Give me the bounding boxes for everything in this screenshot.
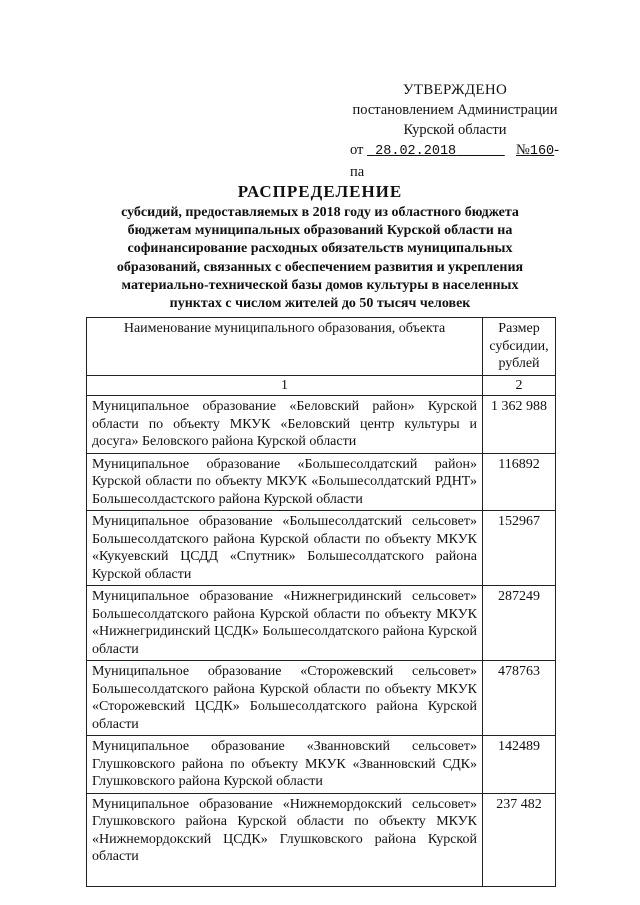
table-row xyxy=(87,453,556,511)
row-name-cell: Муниципальное образование «Нижнемордокский сельсовет» Глушковского района Курской области по объекту МКУК «Нижнемордокский ЦСДК» Глушковского района Курской области xyxy=(87,793,483,886)
row-name-cell: Муниципальное образование «Беловский район» Курской области по объекту МКУК «Беловский центр культуры и досуга» Беловского района Курской области xyxy=(87,396,483,454)
row-amount-cell: 287249 xyxy=(483,586,556,661)
column-number-row xyxy=(87,375,556,396)
table-row xyxy=(87,586,556,661)
row-amount-cell: 116892 xyxy=(483,453,556,511)
header-name: Наименование муниципального образования, объекта xyxy=(87,318,483,376)
subtitle-line: субсидий, предоставляемых в 2018 году из областного бюджета xyxy=(121,205,519,220)
approval-number: №160 xyxy=(516,142,555,159)
table-row xyxy=(87,661,556,736)
row-name-cell: Муниципальное образование «Нижнегридинский сельсовет» Большесолдатского района Курской области по объекту МКУК «Нижнегридинский ЦСДК» Большесолдатского района Курской области xyxy=(87,586,483,661)
subtitle-line: бюджетам муниципальных образований Курской области на xyxy=(127,223,513,239)
row-name-cell: Муниципальное образование «Большесолдатский сельсовет» Большесолдатского района Курской области по объекту МКУК «Кукуевский ЦСДД «Спутник» Большесолдатского района Курской области xyxy=(87,511,483,586)
approval-title: УТВЕРЖДЕНО xyxy=(402,82,508,98)
approval-line-1: постановлением Администрации xyxy=(352,102,558,118)
approval-block xyxy=(340,80,570,182)
subtitle-line: материально-технической базы домов культуры в населенных xyxy=(121,277,519,293)
subtitle-line: пунктах с числом жителей до 50 тысяч человек xyxy=(169,296,471,312)
row-amount-cell: 1 362 988 xyxy=(483,396,556,454)
document-title: РАСПРЕДЕЛЕНИЕ xyxy=(237,182,403,201)
row-amount-cell: 152967 xyxy=(483,511,556,586)
number-prefix: № xyxy=(516,142,530,158)
row-name-cell: Муниципальное образование «Сторожевский сельсовет» Большесолдатского района Курской области по объекту МКУК «Сторожевский ЦСДК» Большесолдатского района Курской области xyxy=(87,661,483,736)
table-header-row xyxy=(87,318,556,376)
approval-date: 28.02.2018 xyxy=(375,144,457,159)
table-row xyxy=(87,793,556,886)
approval-line-2: Курской области xyxy=(403,122,507,138)
row-name-cell: Муниципальное образование «Большесолдатский район» Курской области по объекту МКУК «Большесолдатский РДНТ» Большесолдастского района Курской области xyxy=(87,453,483,511)
subtitle-line: софинансирование расходных обязательств муниципальных xyxy=(127,241,513,257)
document-subtitle xyxy=(60,204,580,313)
column-number-1: 1 xyxy=(87,375,483,396)
column-number-2: 2 xyxy=(483,375,556,396)
subtitle-line: образований, связанных с обеспечением развития и укрепления xyxy=(116,259,524,275)
header-amount: Размер субсидии, рублей xyxy=(483,318,556,376)
table-row xyxy=(87,511,556,586)
table-row xyxy=(87,396,556,454)
distribution-table xyxy=(86,317,556,887)
number-suffix: -па xyxy=(350,142,560,180)
row-amount-cell: 237 482 xyxy=(483,793,556,886)
row-amount-cell: 478763 xyxy=(483,661,556,736)
row-name-cell: Муниципальное образование «Званновский сельсовет» Глушковского района по объекту МКУК «Званновский СДК» Глушковского района Курской области xyxy=(87,736,483,794)
approval-date-line xyxy=(340,140,570,182)
document-heading xyxy=(60,182,580,313)
table-row xyxy=(87,736,556,794)
row-amount-cell: 142489 xyxy=(483,736,556,794)
date-prefix: от xyxy=(350,142,364,158)
